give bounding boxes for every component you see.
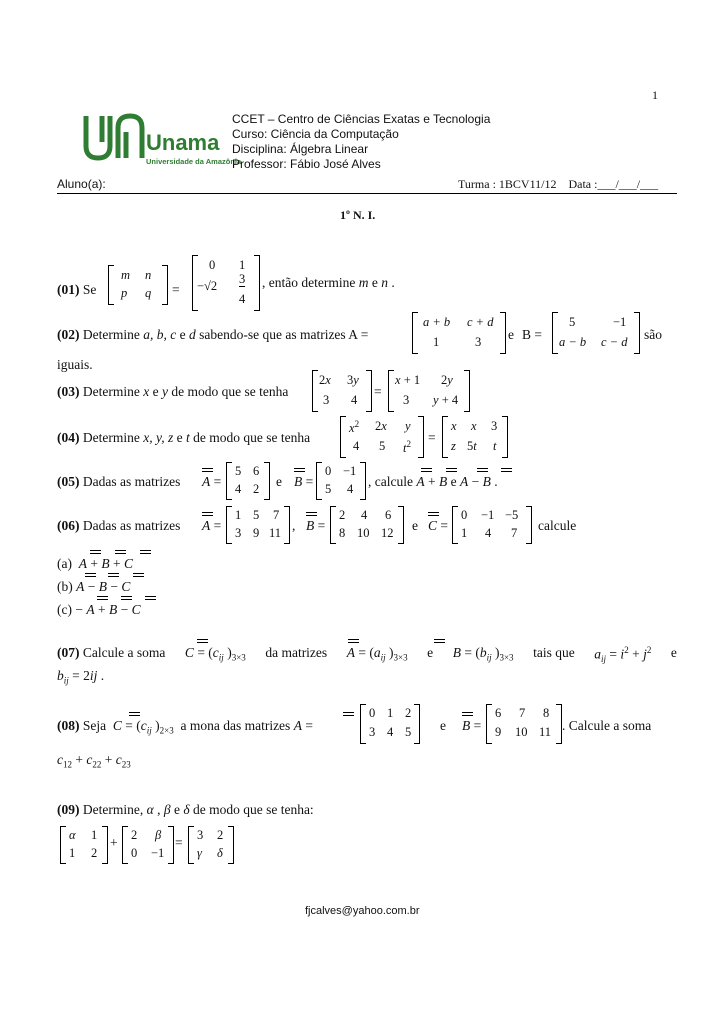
q09-text: (09) Determine, α , β e δ de modo que se tenha: bbox=[57, 802, 314, 817]
q02-e: e bbox=[508, 327, 514, 342]
q06-B-bar bbox=[306, 512, 317, 516]
q01-text: , então determine m e n . bbox=[262, 275, 395, 290]
q05-e: e bbox=[276, 474, 282, 489]
q06-comma: , bbox=[292, 518, 296, 533]
q04-matrix-right: x x 3 z 5t t bbox=[442, 416, 508, 458]
q09-plus: + bbox=[110, 835, 118, 850]
q09-matrix-3: 3 2 γ δ bbox=[188, 826, 234, 864]
q04-equals: = bbox=[428, 430, 436, 445]
q06-item-c: (c) − A + B − C bbox=[57, 602, 141, 617]
data-label: Data :___/___/___ bbox=[568, 177, 659, 191]
q01-matrix-mnpq: m n p q bbox=[108, 265, 168, 305]
q01-equals: = bbox=[172, 282, 180, 297]
q05-matrix-B: 0 −1 5 4 bbox=[316, 462, 366, 500]
q06-matrix-A: 1 5 7 3 9 11 bbox=[226, 506, 290, 544]
q05-B-eq: B = bbox=[294, 474, 314, 489]
q05-calc-bar-2 bbox=[446, 468, 457, 472]
q06-matrix-B: 2 4 6 8 10 12 bbox=[330, 506, 404, 544]
svg-text:Unama: Unama bbox=[146, 130, 220, 155]
q08-text: (08) Seja $C = (c_{ij}$ )$_{2\times 3}$ a mona das matrizes A = bbox=[57, 718, 313, 736]
q07-line-2: $b_{ij} = 2ij$ . bbox=[57, 668, 105, 686]
q03-text: (03) Determine x e y de modo que se tenha bbox=[57, 384, 289, 399]
q05-calc-bar-3 bbox=[477, 468, 488, 472]
exam-title: 1º N. I. bbox=[340, 208, 376, 222]
q07-line-1: (07) Calcule a soma $C = (c_{ij}$ )$_{3\times 3}$ da matrizes $A = (a_{ij}$ )$_{3\times 3}$ e $B = (b_{ij}$ )$_{3\times 3}$ tais que $a_{ij} = i^2 + j^2$ e bbox=[57, 645, 677, 665]
q06b-bar-2 bbox=[108, 573, 119, 577]
q09-equals: = bbox=[175, 835, 183, 850]
q06-text: (06) Dadas as matrizes bbox=[57, 518, 181, 533]
q03-matrix-right: x + 1 2y 3 y + 4 bbox=[388, 370, 470, 412]
q06c-bar-2 bbox=[121, 596, 132, 600]
q06-C-eq: C = bbox=[428, 518, 449, 533]
header-line-2: Curso: Ciência da Computação bbox=[232, 127, 399, 141]
q08-C-bar bbox=[129, 712, 140, 716]
turma-label: Turma : 1BCV11/12 Data :___/___/___ bbox=[458, 177, 659, 191]
q02-sao: são bbox=[644, 327, 662, 342]
header-divider bbox=[57, 193, 677, 194]
q03-matrix-left: 2x 3y 3 4 bbox=[312, 370, 372, 412]
q04-text: (04) Determine x, y, z e t de modo que se tenha bbox=[57, 430, 311, 445]
q06a-bar-1 bbox=[90, 550, 101, 554]
q05-text: (05) Dadas as matrizes bbox=[57, 474, 181, 489]
q08-calc: . Calcule a soma bbox=[562, 718, 652, 733]
q06-A-eq: A = bbox=[202, 518, 222, 533]
q08-matrix-B: 6 7 8 9 10 11 bbox=[486, 704, 562, 744]
header-line-3: Disciplina: Álgebra Linear bbox=[232, 142, 369, 156]
q08-B-bar bbox=[462, 712, 473, 716]
q06a-bar-3 bbox=[140, 550, 151, 554]
q06-matrix-C: 0 −1 −5 1 4 7 bbox=[452, 506, 532, 544]
q06-B-eq: B = bbox=[306, 518, 326, 533]
q05-calc: , calcule A + B e A − B . bbox=[368, 474, 498, 489]
q02-B-label: B = bbox=[522, 327, 542, 342]
header-line-1: CCET – Centro de Ciências Exatas e Tecnologia bbox=[232, 112, 491, 126]
q02-matrix-A: a + b c + d 1 3 bbox=[412, 312, 506, 354]
q05-matrix-A: 5 6 4 2 bbox=[226, 462, 270, 500]
q06-item-a: (a) A + B + C bbox=[57, 556, 133, 571]
q03-equals: = bbox=[374, 384, 382, 399]
svg-text:Universidade da Amazônia: Universidade da Amazônia bbox=[146, 157, 242, 166]
header-line-4: Professor: Fábio José Alves bbox=[232, 157, 381, 171]
q07-A-bar bbox=[348, 639, 359, 643]
q06-A-bar bbox=[202, 512, 213, 516]
q06-item-b: (b) A − B − C bbox=[57, 579, 131, 594]
student-label: Aluno(a): bbox=[57, 177, 106, 191]
q05-A-eq: A = bbox=[202, 474, 222, 489]
q01-matrix-values: 0 1 −√2 3 4 bbox=[192, 255, 260, 311]
q08-sum: $c_{12} + c_{22} + c_{23}$ bbox=[57, 752, 131, 770]
q02-iguais: iguais. bbox=[57, 357, 93, 372]
q02-text: (02) Determine a, b, c e d sabendo-se que as matrizes A = bbox=[57, 327, 369, 342]
q05-calc-bar-1 bbox=[421, 468, 432, 472]
q04-matrix-left: $x^2$ 2x y 4 5 $t^2$ bbox=[340, 416, 424, 458]
q02-matrix-B: 5 −1 a − b c − d bbox=[552, 312, 640, 354]
q05-A-bar bbox=[202, 468, 213, 472]
q06-e: e bbox=[412, 518, 418, 533]
q06b-bar-3 bbox=[133, 573, 144, 577]
q06-calc: calcule bbox=[538, 518, 577, 533]
unama-logo bbox=[78, 112, 242, 172]
page-number: 1 bbox=[652, 88, 658, 102]
q05-B-bar bbox=[294, 468, 305, 472]
q07-B-bar bbox=[434, 639, 445, 643]
q08-B-eq: B = bbox=[462, 718, 482, 733]
q06c-bar-3 bbox=[145, 596, 156, 600]
q06c-bar-1 bbox=[97, 596, 108, 600]
q05-calc-bar-4 bbox=[501, 468, 512, 472]
q06-C-bar bbox=[428, 512, 439, 516]
q06b-bar-1 bbox=[85, 573, 96, 577]
q06a-bar-2 bbox=[115, 550, 126, 554]
q01-label: (01) Se bbox=[57, 282, 97, 297]
q08-A-bar bbox=[343, 712, 354, 716]
q07-C-bar bbox=[197, 639, 208, 643]
q08-e: e bbox=[440, 718, 446, 733]
q08-matrix-A: 0 1 2 3 4 5 bbox=[360, 704, 420, 744]
q09-matrix-1: α 1 1 2 bbox=[60, 826, 108, 864]
q09-matrix-2: 2 β 0 −1 bbox=[122, 826, 174, 864]
footer-email: fjcalves@yahoo.com.br bbox=[305, 905, 420, 917]
